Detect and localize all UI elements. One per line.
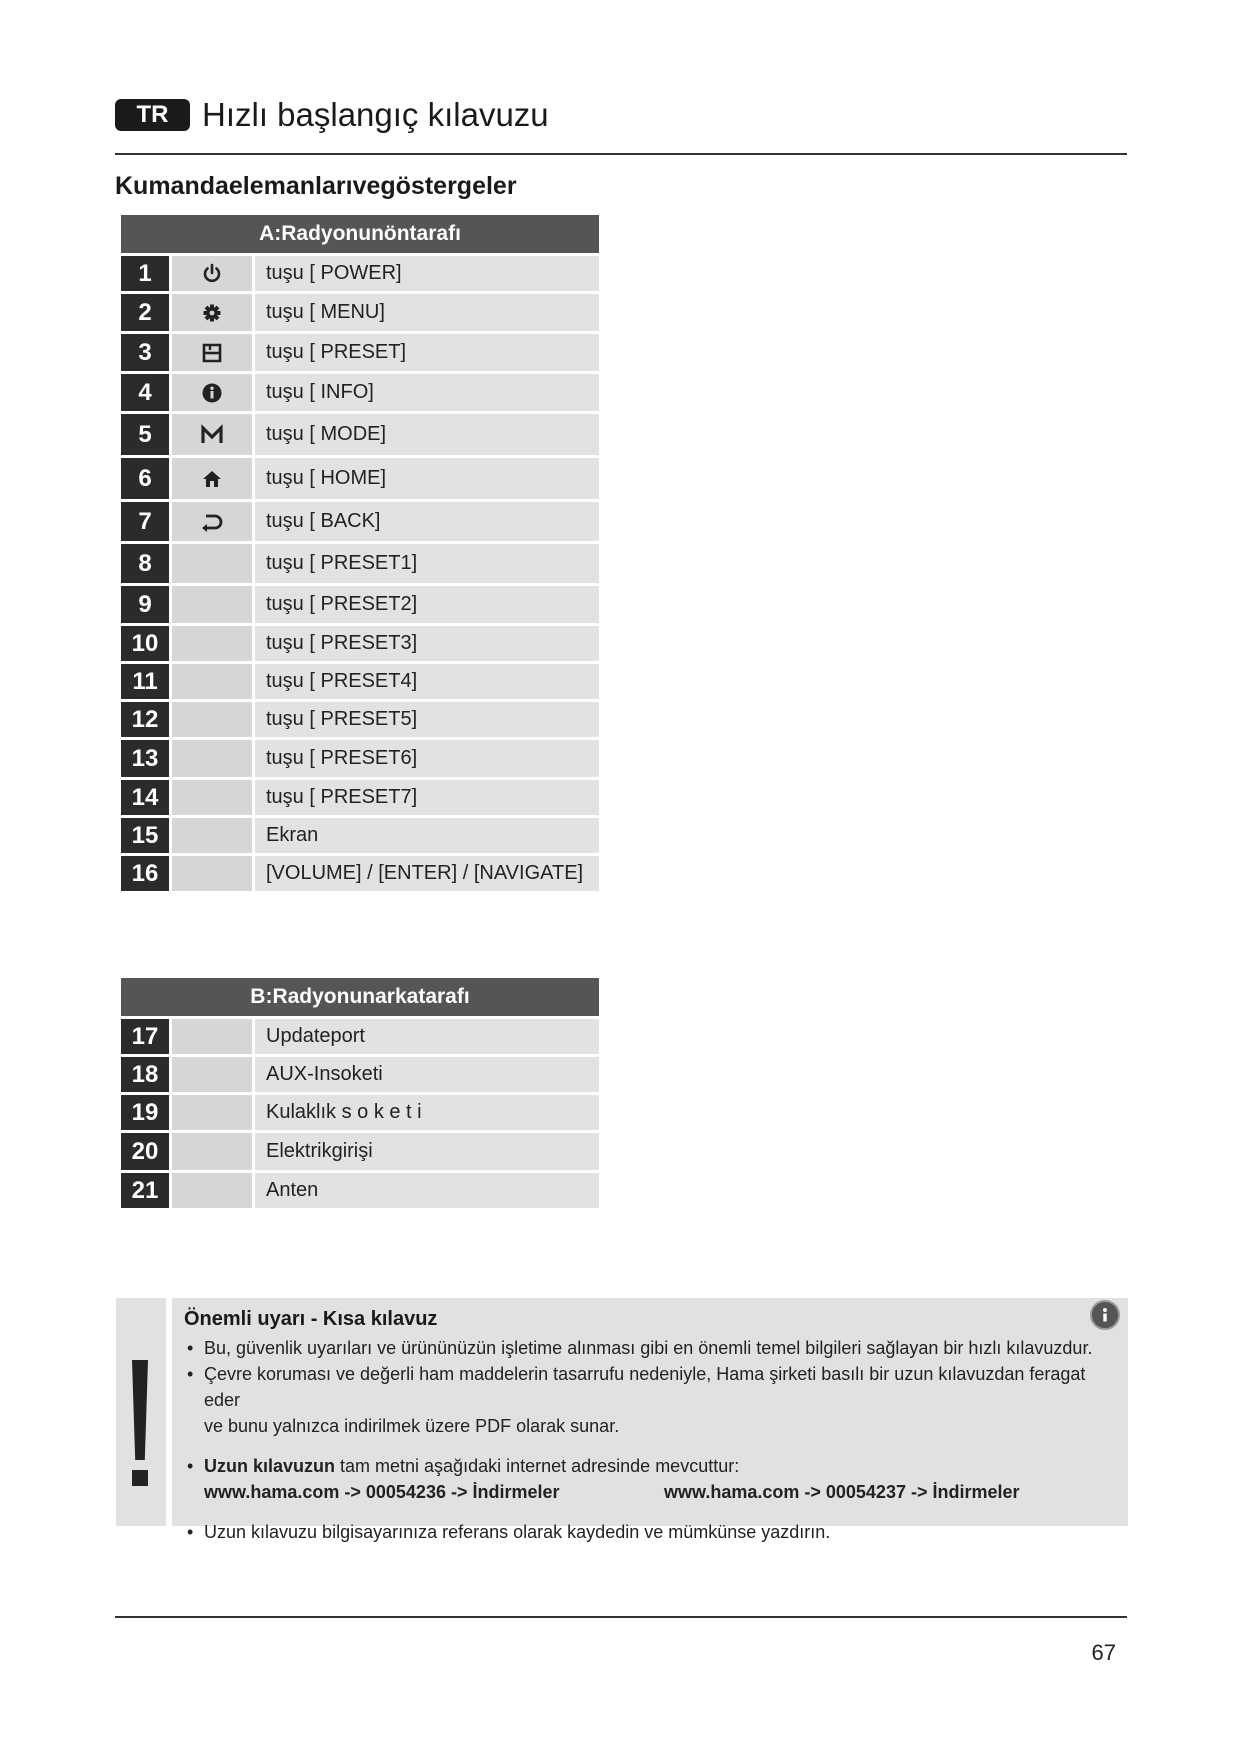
mode-icon xyxy=(171,413,254,457)
icon-cell xyxy=(171,1018,254,1056)
info-icon xyxy=(1090,1300,1120,1330)
table-row xyxy=(120,585,601,625)
row-number: 1 xyxy=(120,255,171,293)
row-label: tuşu [ BACK] xyxy=(254,501,601,543)
row-label: tuşu [ PRESET3] xyxy=(254,625,601,663)
row-number: 11 xyxy=(120,663,171,701)
row-label: [VOLUME] / [ENTER] / [NAVIGATE] xyxy=(254,855,601,893)
row-label: tuşu [ MODE] xyxy=(254,413,601,457)
table-row xyxy=(120,1056,601,1094)
power-icon xyxy=(171,255,254,293)
icon-cell xyxy=(171,1172,254,1210)
row-label: tuşu [ PRESET1] xyxy=(254,543,601,585)
row-label: tuşu [ MENU] xyxy=(254,293,601,333)
row-number: 3 xyxy=(120,333,171,373)
table-row xyxy=(120,1018,601,1056)
table-row xyxy=(120,817,601,855)
row-label: Elektrikgirişi xyxy=(254,1132,601,1172)
row-number: 12 xyxy=(120,701,171,739)
notice-title: Önemli uyarı - Kısa kılavuz xyxy=(184,1308,438,1330)
table-row xyxy=(120,255,601,293)
page-header xyxy=(115,96,549,134)
row-number: 8 xyxy=(120,543,171,585)
important-notice xyxy=(116,1298,1128,1542)
row-label: Anten xyxy=(254,1172,601,1210)
list-item: • Uzun kılavuzun tam metni aşağıdaki internet adresinde mevcuttur: www.hama.com -> 00054236 -> İndirmeler www.hama.com -> 00054237 -> İndirmeler xyxy=(184,1453,1116,1505)
row-number: 9 xyxy=(120,585,171,625)
row-label: Kulaklık s o k e t i xyxy=(254,1094,601,1132)
controls-table-back xyxy=(118,975,602,1211)
gear-icon xyxy=(171,293,254,333)
row-number: 15 xyxy=(120,817,171,855)
icon-cell xyxy=(171,585,254,625)
back-icon xyxy=(171,501,254,543)
row-label: tuşu [ INFO] xyxy=(254,373,601,413)
table-heading-back: B:Radyonunarkatarafı xyxy=(120,977,601,1018)
row-label: tuşu [ PRESET6] xyxy=(254,739,601,779)
table-row xyxy=(120,701,601,739)
row-number: 5 xyxy=(120,413,171,457)
language-badge: TR xyxy=(115,99,190,131)
icon-cell xyxy=(171,663,254,701)
link-text: www.hama.com -> 00054236 -> İndirmeler xyxy=(204,1482,560,1502)
header-rule xyxy=(115,153,1127,155)
icon-cell xyxy=(171,625,254,663)
save-icon xyxy=(171,333,254,373)
row-number: 20 xyxy=(120,1132,171,1172)
row-number: 4 xyxy=(120,373,171,413)
icon-cell xyxy=(171,779,254,817)
row-label: tuşu [ PRESET] xyxy=(254,333,601,373)
warning-icon xyxy=(116,1298,166,1526)
footer-rule xyxy=(115,1616,1127,1618)
table-heading-front: A:Radyonunöntarafı xyxy=(120,214,601,255)
table-row xyxy=(120,293,601,333)
table-row xyxy=(120,739,601,779)
table-row xyxy=(120,1132,601,1172)
icon-cell xyxy=(171,543,254,585)
icon-cell xyxy=(171,1056,254,1094)
controls-table-front xyxy=(118,212,602,894)
link-text: www.hama.com -> 00054237 -> İndirmeler xyxy=(664,1482,1020,1502)
row-number: 16 xyxy=(120,855,171,893)
table-row xyxy=(120,625,601,663)
info-icon xyxy=(171,373,254,413)
row-number: 19 xyxy=(120,1094,171,1132)
icon-cell xyxy=(171,1132,254,1172)
row-number: 17 xyxy=(120,1018,171,1056)
icon-cell xyxy=(171,817,254,855)
list-item: • Bu, güvenlik uyarıları ve ürününüzün işletime alınması gibi en önemli temel bilgileri sağlayan bir hızlı kılavuzdur. xyxy=(184,1335,1116,1361)
document-title: Hızlı başlangıç kılavuzu xyxy=(202,96,549,133)
row-number: 13 xyxy=(120,739,171,779)
icon-cell xyxy=(171,739,254,779)
row-label: tuşu [ PRESET5] xyxy=(254,701,601,739)
home-icon xyxy=(171,457,254,501)
table-row xyxy=(120,543,601,585)
row-label: tuşu [ HOME] xyxy=(254,457,601,501)
table-row xyxy=(120,501,601,543)
table-row xyxy=(120,373,601,413)
table-row xyxy=(120,1094,601,1132)
page-number: 67 xyxy=(1091,1640,1116,1665)
table-row xyxy=(120,855,601,893)
list-item: • Çevre koruması ve değerli ham maddelerin tasarrufu nedeniyle, Hama şirketi basılı bir uzun kılavuzdan feragat eder ve bunu yalnızca indirilmek üzere PDF olarak sunar. xyxy=(184,1361,1116,1439)
row-number: 14 xyxy=(120,779,171,817)
row-number: 21 xyxy=(120,1172,171,1210)
notice-body xyxy=(172,1298,1128,1542)
icon-cell xyxy=(171,855,254,893)
row-label: Updateport xyxy=(254,1018,601,1056)
row-number: 10 xyxy=(120,625,171,663)
row-number: 2 xyxy=(120,293,171,333)
icon-cell xyxy=(171,1094,254,1132)
table-row xyxy=(120,779,601,817)
table-row xyxy=(120,663,601,701)
list-item: • Uzun kılavuzu bilgisayarınıza referans olarak kaydedin ve mümkünse yazdırın. xyxy=(184,1519,1116,1545)
table-row xyxy=(120,333,601,373)
row-number: 18 xyxy=(120,1056,171,1094)
table-row xyxy=(120,413,601,457)
row-number: 7 xyxy=(120,501,171,543)
row-label: Ekran xyxy=(254,817,601,855)
icon-cell xyxy=(171,701,254,739)
row-label: tuşu [ POWER] xyxy=(254,255,601,293)
row-label: tuşu [ PRESET7] xyxy=(254,779,601,817)
row-label: AUX-Insoketi xyxy=(254,1056,601,1094)
section-title: Kumandaelemanlarıvegöstergeler xyxy=(115,172,517,200)
row-label: tuşu [ PRESET2] xyxy=(254,585,601,625)
table-row xyxy=(120,1172,601,1210)
table-row xyxy=(120,457,601,501)
row-label: tuşu [ PRESET4] xyxy=(254,663,601,701)
row-number: 6 xyxy=(120,457,171,501)
